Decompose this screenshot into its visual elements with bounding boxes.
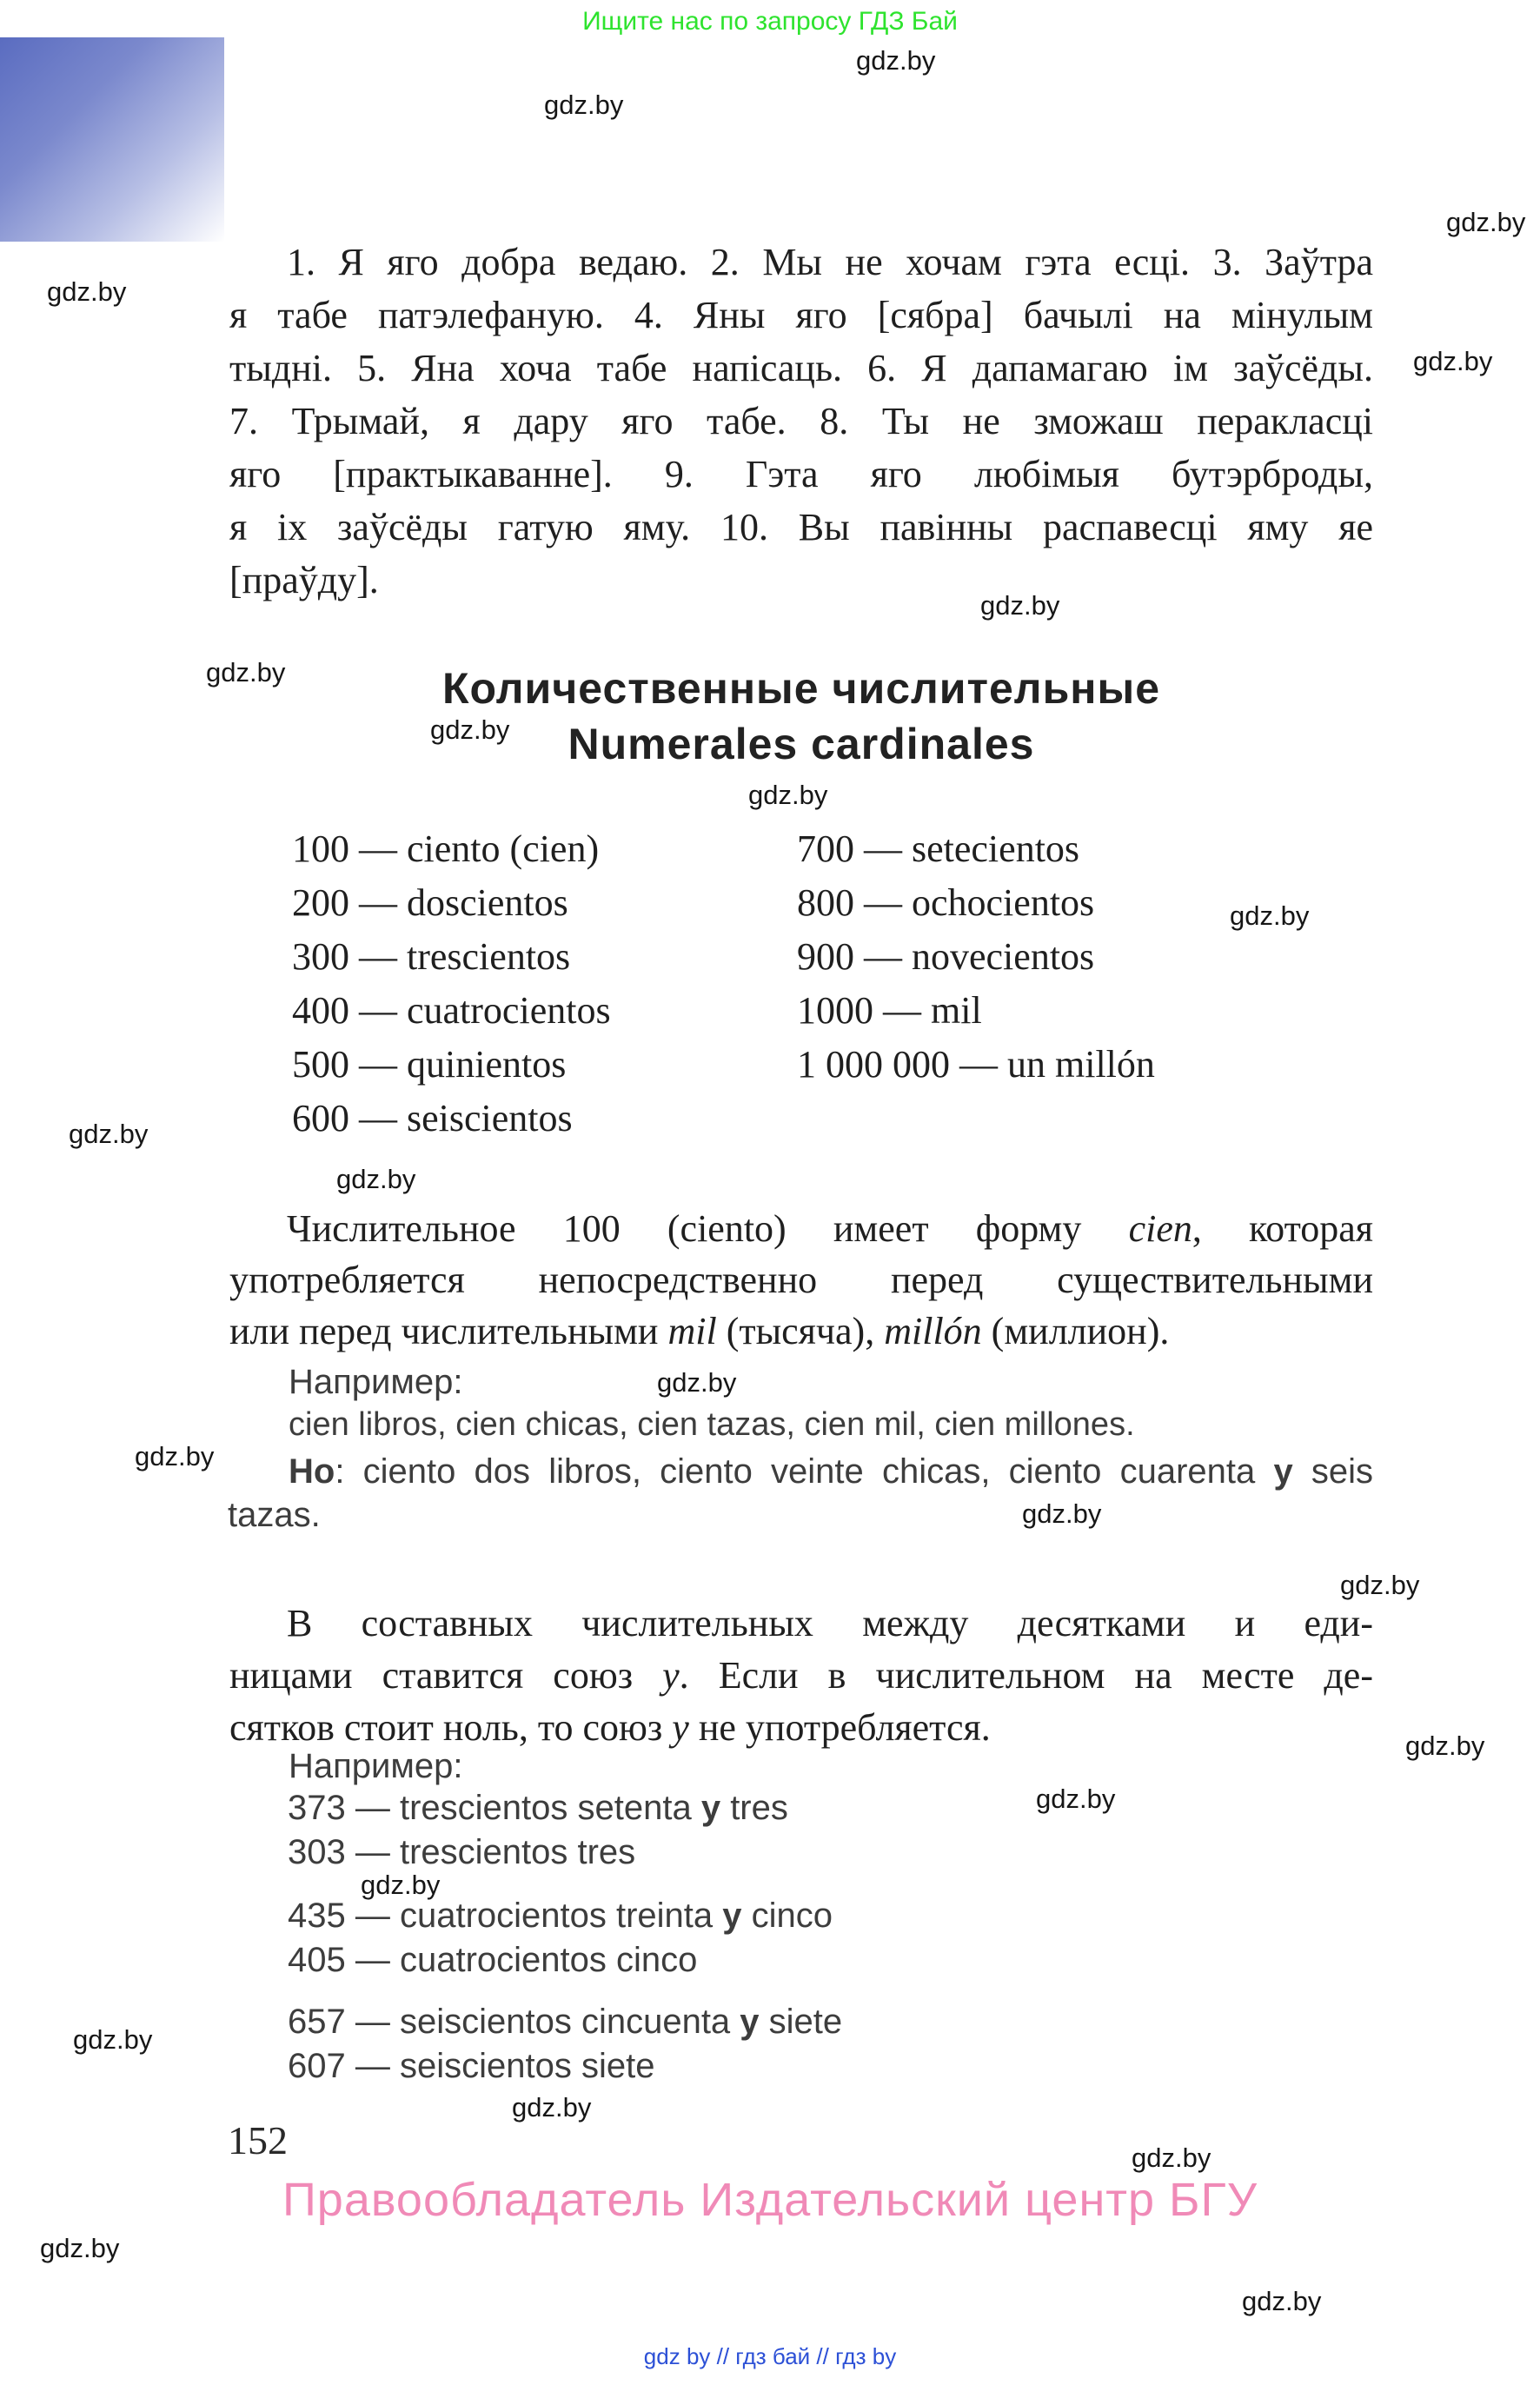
watermark-text: gdz.by: [544, 90, 624, 120]
rule-paragraph-y: [229, 1598, 1373, 1754]
exercise-paragraph: [229, 236, 1373, 607]
number-row: 200 — doscientos: [292, 881, 568, 924]
number-row: 800 — ochocientos: [797, 881, 1095, 924]
rule-text: или перед числительными: [229, 1310, 668, 1352]
watermark-text: gdz.by: [1413, 346, 1493, 376]
example-item: [288, 1833, 635, 1872]
exercise-line: 7. Трымай, я дару яго табе. 8. Ты не зможаш перакласці: [229, 400, 1373, 442]
gradient-decoration: [0, 37, 224, 242]
example-label: Например:: [289, 1363, 463, 1401]
watermark-text: gdz.by: [748, 780, 828, 810]
example-item: [288, 2003, 842, 2042]
watermark-text: gdz.by: [206, 657, 286, 688]
number-row: 700 — setecientos: [797, 827, 1080, 870]
rule-text-italic: y: [662, 1654, 680, 1697]
watermark-text: gdz.by: [1446, 207, 1526, 237]
exercise-line: [праўду].: [229, 559, 379, 601]
rule-text: . Если в числительном на месте де-: [679, 1654, 1373, 1697]
rule-line: [229, 1702, 1373, 1754]
number-row: 500 — quinientos: [292, 1043, 567, 1086]
promo-banner: Ищите нас по запросу ГДЗ Бай: [582, 7, 958, 36]
rule-paragraph-cien: [229, 1203, 1373, 1357]
number-row: 400 — cuatrocientos: [292, 989, 611, 1032]
contrast-continuation: tazas.: [228, 1496, 321, 1534]
example-line-cien: cien libros, cien chicas, cien tazas, cien mil, cien millones.: [289, 1406, 1135, 1443]
rule-text: не употребляется.: [688, 1706, 991, 1749]
numbers-column-left: [292, 822, 611, 1146]
watermark-text: gdz.by: [336, 1164, 416, 1194]
rule-line: В составных числительных между десятками и еди-: [287, 1602, 1373, 1644]
section-title-ru: Количественные числительные: [441, 664, 1161, 713]
watermark-text: gdz.by: [980, 590, 1060, 621]
example-text: siete: [759, 2003, 843, 2041]
rule-text: Числительное 100 (ciento) имеет форму: [287, 1207, 1129, 1250]
example-bold-y: y: [700, 1789, 721, 1827]
contrast-bold-y: y: [1273, 1452, 1293, 1491]
footer-links[interactable]: gdz by // гдз бай // гдз by: [643, 2343, 897, 2369]
contrast-line: [228, 1450, 1373, 1493]
watermark-text: gdz.by: [1340, 1570, 1420, 1600]
contrast-text: : ciento dos libros, ciento veinte chicas, ciento cuarenta: [335, 1452, 1274, 1491]
watermark-text: gdz.by: [361, 1870, 441, 1900]
copyright-notice: Правообладатель Издательский центр БГУ: [282, 2174, 1258, 2226]
watermark-text: gdz.by: [1022, 1498, 1102, 1529]
rule-line: [229, 1650, 1373, 1702]
watermark-text: gdz.by: [430, 714, 510, 745]
watermark-text: gdz.by: [69, 1119, 149, 1149]
number-row: 1000 — mil: [797, 989, 982, 1032]
contrast-text: seis: [1292, 1452, 1374, 1491]
example-text: 405 — cuatrocientos cinco: [288, 1941, 698, 1979]
number-row: 1 000 000 — un millón: [797, 1043, 1155, 1086]
example-label: Например:: [289, 1747, 463, 1785]
rule-text-italic: millón: [884, 1310, 982, 1352]
section-title-es: Numerales cardinales: [568, 720, 1035, 768]
contrast-bold: Но: [289, 1452, 335, 1491]
example-text: 435 — cuatrocientos treinta: [288, 1897, 723, 1935]
example-item: [288, 2047, 654, 2086]
watermark-text: gdz.by: [1230, 900, 1310, 931]
watermark-text: gdz.by: [1132, 2143, 1211, 2173]
example-text: cinco: [741, 1897, 833, 1935]
example-text: 657 — seiscientos cincuenta: [288, 2003, 740, 2041]
exercise-line: яго [практыкаванне]. 9. Гэта яго любімыя бутэрброды,: [229, 453, 1373, 495]
watermark-text: gdz.by: [1036, 1784, 1116, 1814]
exercise-line: я іх заўсёды гатую яму. 10. Вы павінны распавесці яму яе: [229, 506, 1373, 548]
number-row: 100 — ciento (cien): [292, 827, 600, 870]
watermark-text: gdz.by: [73, 2024, 153, 2055]
watermark-text: gdz.by: [856, 45, 936, 76]
example-item: [288, 1789, 788, 1828]
number-row: 600 — seiscientos: [292, 1097, 573, 1139]
example-contrast: [228, 1450, 1373, 1537]
rule-text: ницами ставится союз: [229, 1654, 663, 1697]
example-item: [288, 1941, 697, 1980]
example-text: 373 — trescientos setenta: [288, 1789, 701, 1827]
number-row: 900 — novecientos: [797, 935, 1095, 978]
rule-text: (тысяча),: [716, 1310, 885, 1352]
numbers-column-right: [797, 822, 1155, 1092]
watermark-text: gdz.by: [40, 2233, 120, 2263]
watermark-text: gdz.by: [1405, 1731, 1485, 1761]
number-row: 300 — trescientos: [292, 935, 571, 978]
rule-text-italic: mil: [667, 1310, 717, 1352]
rule-text: сятков стоит ноль, то союз: [229, 1706, 673, 1749]
watermark-text: gdz.by: [1242, 2286, 1322, 2316]
exercise-line: 1. Я яго добра ведаю. 2. Мы не хочам гэта есці. 3. Заўтра: [287, 241, 1373, 283]
example-text: 607 — seiscientos siete: [288, 2047, 655, 2085]
exercise-line: я табе патэлефаную. 4. Яны яго [сябра] бачылі на мінулым: [229, 294, 1373, 336]
watermark-text: gdz.by: [135, 1441, 215, 1472]
watermark-text: gdz.by: [657, 1367, 737, 1398]
watermark-text: gdz.by: [512, 2092, 592, 2123]
rule-line: употребляется непосредственно перед существительными: [229, 1259, 1373, 1301]
example-bold-y: y: [722, 1897, 742, 1935]
rule-text: , которая: [1192, 1207, 1373, 1250]
rule-line: [229, 1203, 1373, 1254]
rule-text-italic: y: [672, 1706, 689, 1749]
watermark-text: gdz.by: [47, 276, 127, 307]
example-item: [288, 1897, 833, 1936]
example-text: tres: [720, 1789, 788, 1827]
rule-line: [229, 1305, 1373, 1357]
example-bold-y: y: [740, 2003, 760, 2041]
exercise-line: тыдні. 5. Яна хоча табе напісаць. 6. Я дапамагаю ім заўсёды.: [229, 347, 1373, 389]
rule-text-italic: cien: [1128, 1207, 1192, 1250]
rule-text: (миллион).: [981, 1310, 1170, 1352]
example-text: 303 — trescientos tres: [288, 1833, 636, 1871]
page-number: 152: [228, 2118, 288, 2162]
